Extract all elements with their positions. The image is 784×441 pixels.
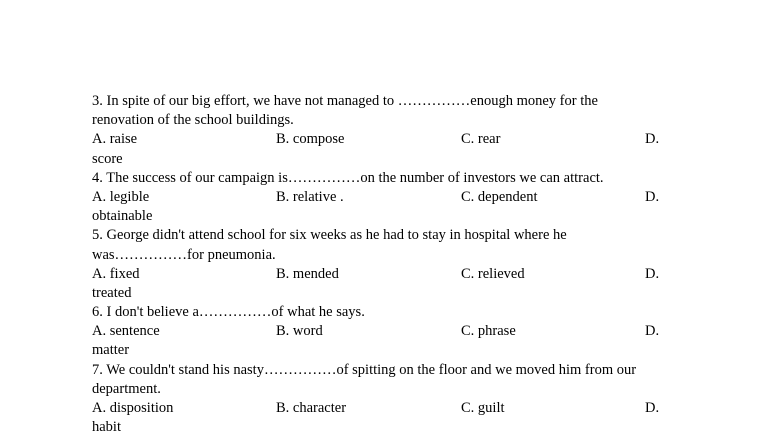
option-b: B. relative . bbox=[276, 188, 344, 205]
question-text: renovation of the school buildings. bbox=[92, 112, 294, 129]
option-a: A. legible bbox=[92, 188, 150, 205]
answer-options bbox=[92, 322, 692, 341]
option-a: A. raise bbox=[92, 131, 138, 148]
option-d-text: score bbox=[92, 150, 123, 167]
answer-options bbox=[92, 188, 692, 207]
answer-options bbox=[92, 399, 692, 418]
option-a: A. fixed bbox=[92, 265, 140, 282]
option-d-text: obtainable bbox=[92, 208, 153, 225]
question-5 bbox=[92, 226, 692, 303]
option-d-text: treated bbox=[92, 284, 132, 301]
option-d-text: matter bbox=[92, 342, 130, 359]
question-text: 3. In spite of our big effort, we have not managed to ……………enough money for the bbox=[92, 93, 598, 109]
question-list bbox=[92, 92, 692, 437]
option-c: C. guilt bbox=[461, 400, 505, 416]
question-3 bbox=[92, 92, 692, 169]
option-c: C. phrase bbox=[461, 323, 516, 340]
option-d: D. bbox=[645, 265, 660, 282]
option-b: B. compose bbox=[276, 131, 345, 148]
option-d-text: habit bbox=[92, 419, 121, 436]
option-d: D. bbox=[645, 400, 660, 416]
option-b: B. character bbox=[276, 400, 347, 416]
question-text: department. bbox=[92, 380, 161, 397]
question-text: was……………for pneumonia. bbox=[92, 246, 276, 263]
option-d: D. bbox=[645, 323, 660, 340]
option-a: A. disposition bbox=[92, 400, 174, 416]
question-text: 4. The success of our campaign is……………on the number of investors we can attract. bbox=[92, 169, 604, 186]
option-d: D. bbox=[645, 188, 660, 205]
option-c: C. rear bbox=[461, 131, 501, 148]
question-4 bbox=[92, 169, 692, 227]
option-a: A. sentence bbox=[92, 323, 160, 340]
question-text: 6. I don't believe a……………of what he says. bbox=[92, 304, 365, 321]
option-c: C. relieved bbox=[461, 265, 525, 282]
question-7 bbox=[92, 361, 692, 438]
option-b: B. word bbox=[276, 323, 323, 340]
option-b: B. mended bbox=[276, 265, 339, 282]
question-text: 7. We couldn't stand his nasty……………of spitting on the floor and we moved him from our bbox=[92, 361, 637, 378]
option-d: D. bbox=[645, 131, 660, 148]
option-c: C. dependent bbox=[461, 188, 538, 205]
question-text: 5. George didn't attend school for six weeks as he had to stay in hospital where he bbox=[92, 227, 567, 244]
answer-options bbox=[92, 265, 692, 284]
answer-options bbox=[92, 130, 692, 149]
question-6 bbox=[92, 303, 692, 361]
